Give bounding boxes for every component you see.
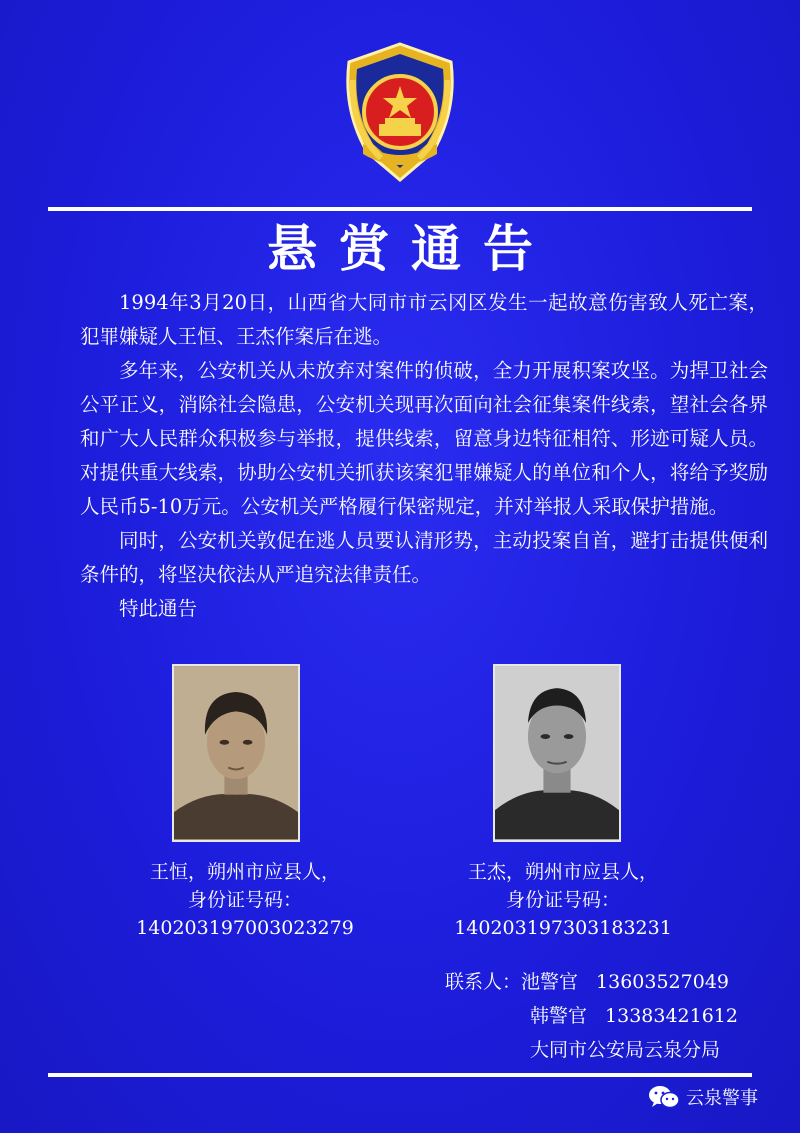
suspect-photo-wang-heng <box>172 664 300 842</box>
suspect-photo-wang-jie <box>493 664 621 842</box>
officer-phone: 13603527049 <box>596 971 730 993</box>
top-divider <box>48 207 752 211</box>
notice-body <box>80 286 768 626</box>
page-title: 悬赏通告 <box>267 220 555 278</box>
id-number: 140203197003023279 <box>136 917 354 939</box>
suspect-origin: 王恒，朔州市应县人， <box>149 861 340 883</box>
issuing-organization: 大同市公安局云泉分局 <box>530 1039 721 1061</box>
paragraph-reward: 多年来，公安机关从未放弃对案件的侦破，全力开展积案攻坚。为捍卫社会公平正义，消除社会隐患，公安机关现再次面向社会征集案件线索，望社会各界和广大人民群众积极参与举报，提供线索，留意身边特征相符、形迹可疑人员。对提供重大线索，协助公安机关抓获该案犯罪嫌疑人的单位和个人，将给予奖励人民币5-10万元。公安机关严格履行保密规定，并对举报人采取保护措施。 <box>80 359 768 518</box>
officer-name: 韩警官 <box>530 1005 588 1027</box>
suspect-origin: 王杰，朔州市应县人， <box>467 861 658 883</box>
officer-phone: 13383421612 <box>605 1005 738 1027</box>
paragraph-case: 1994年3月20日，山西省大同市市云冈区发生一起故意伤害致人死亡案，犯罪嫌疑人王恒、王杰作案后在逃。 <box>80 291 768 348</box>
police-emblem-icon <box>333 40 467 186</box>
contact-row-chi <box>445 964 729 1000</box>
suspect-caption-wang-jie <box>428 858 698 942</box>
bottom-divider <box>48 1073 752 1077</box>
suspect-caption-wang-heng <box>110 858 380 942</box>
contact-row-han <box>530 998 738 1034</box>
paragraph-surrender: 同时，公安机关敦促在逃人员要认清形势，主动投案自首，避打击提供便利条件的，将坚决依法从严追究法律责任。 <box>80 529 768 586</box>
contact-label: 联系人： <box>445 971 522 993</box>
watermark-text: 云泉警事 <box>686 1088 758 1109</box>
id-number: 140203197303183231 <box>454 917 672 939</box>
id-label: 身份证号码： <box>187 889 302 911</box>
watermark <box>648 1082 758 1112</box>
wechat-icon <box>648 1084 680 1110</box>
officer-name: 池警官 <box>521 971 579 993</box>
paragraph-closing: 特此通告 <box>119 597 198 620</box>
id-label: 身份证号码： <box>505 889 620 911</box>
